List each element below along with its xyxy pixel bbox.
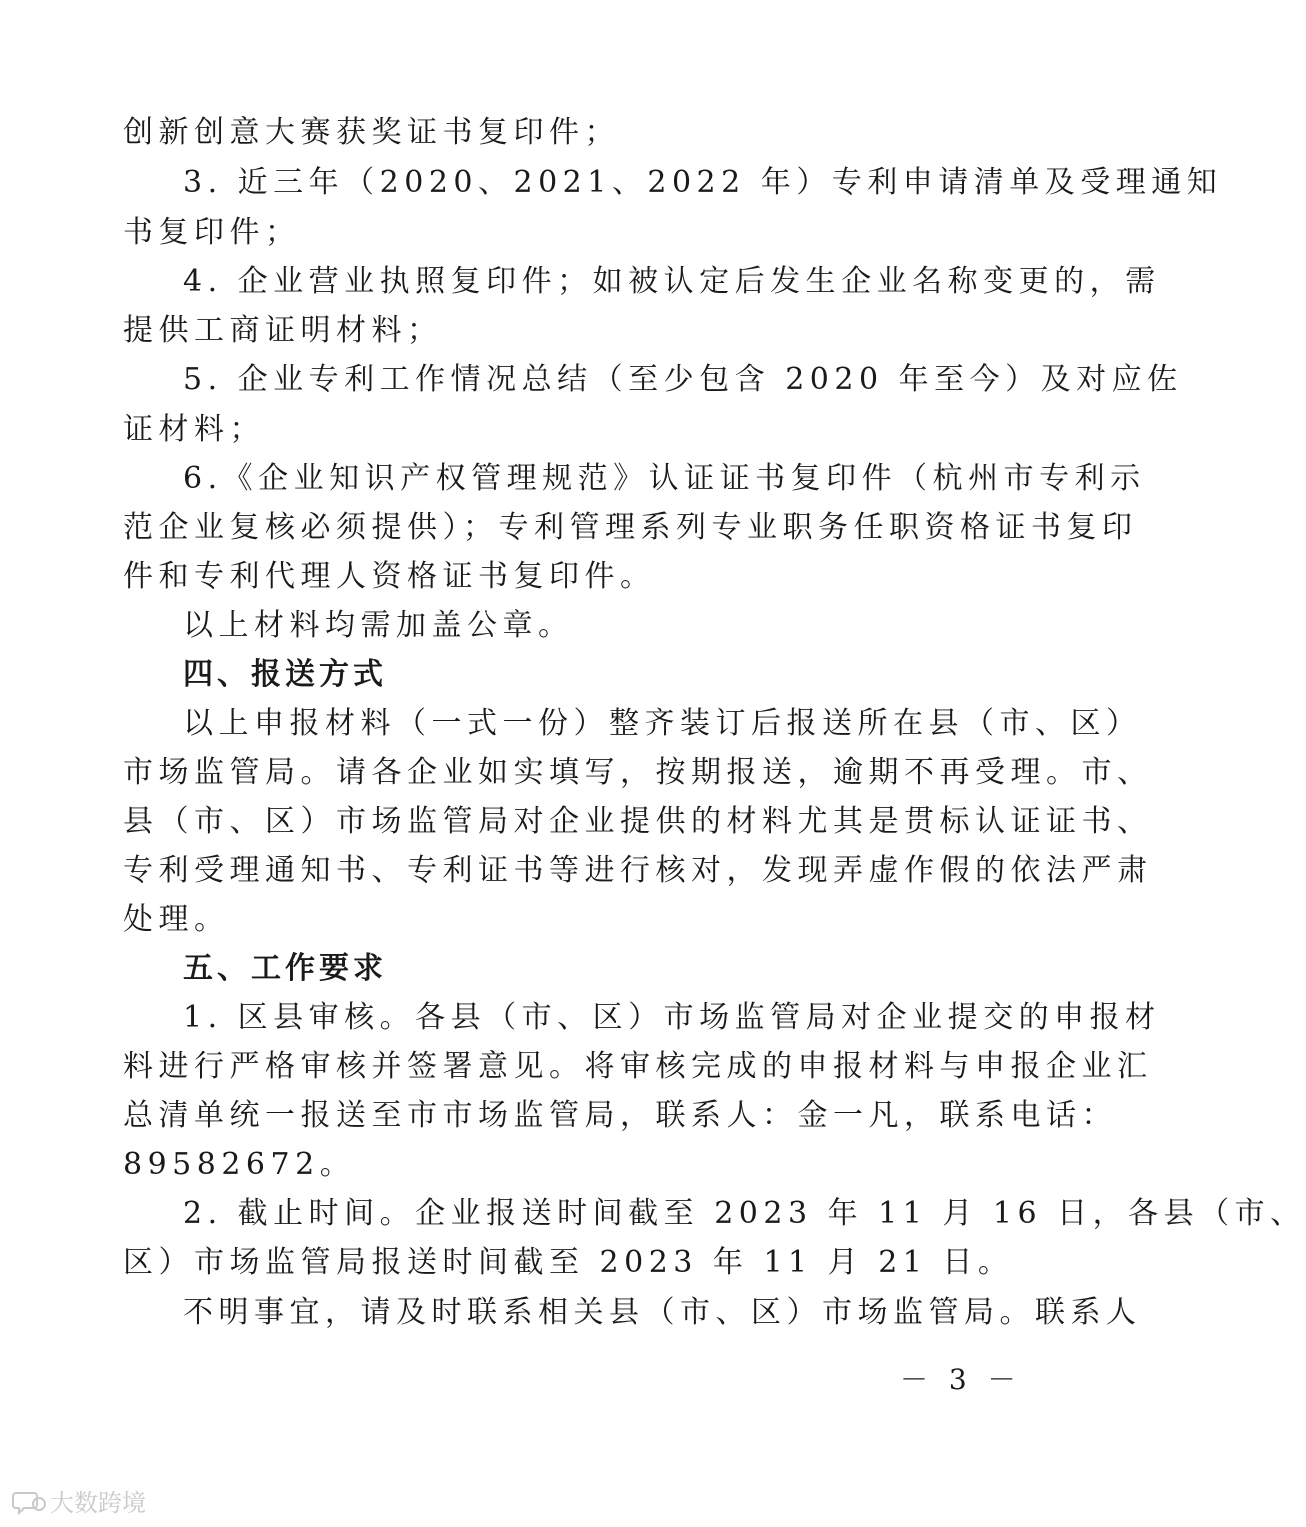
list-item-line: 2. 截止时间。企业报送时间截至 2023 年 11 月 16 日，各县（市、 — [183, 1196, 1306, 1231]
list-item-line: 3. 近三年（2020、2021、2022 年）专利申请清单及受理通知 — [183, 165, 1223, 200]
body-text-line: 提供工商证明材料； — [123, 313, 443, 348]
body-text-line: 市场监管局。请各企业如实填写，按期报送，逾期不再受理。市、 — [123, 755, 1153, 790]
body-text-line: 不明事宜，请及时联系相关县（市、区）市场监管局。联系人 — [183, 1295, 1142, 1330]
list-item-line: 1. 区县审核。各县（市、区）市场监管局对企业提交的申报材 — [183, 1000, 1161, 1035]
body-text-line: 89582672。 — [123, 1147, 356, 1182]
watermark-text: 大数跨境 — [50, 1489, 146, 1517]
page-number: － 3 － — [900, 1363, 1022, 1396]
body-text-line: 以上申报材料（一式一份）整齐装订后报送所在县（市、区） — [183, 706, 1142, 741]
body-text-line: 区）市场监管局报送时间截至 2023 年 11 月 21 日。 — [123, 1245, 1014, 1280]
list-item-line: 5. 企业专利工作情况总结（至少包含 2020 年至今）及对应佐 — [183, 362, 1183, 397]
body-text-line: 范企业复核必须提供）；专利管理系列专业职务任职资格证书复印 — [123, 510, 1138, 545]
section-heading: 四、报送方式 — [183, 657, 387, 692]
list-item-line: 6.《企业知识产权管理规范》认证证书复印件（杭州市专利示 — [183, 461, 1146, 496]
body-text-line: 总清单统一报送至市市场监管局，联系人：金一凡，联系电话： — [123, 1098, 1117, 1133]
speech-bubble-logo-icon — [12, 1490, 46, 1516]
body-text-line: 创新创意大赛获奖证书复印件； — [123, 115, 620, 150]
body-text-line: 县（市、区）市场监管局对企业提供的材料尤其是贯标认证证书、 — [123, 804, 1153, 839]
body-text-line: 料进行严格审核并签署意见。将审核完成的申报材料与申报企业汇 — [123, 1049, 1153, 1084]
body-text-line: 处理。 — [123, 902, 230, 937]
body-text-line: 专利受理通知书、专利证书等进行核对，发现弄虚作假的依法严肃 — [123, 853, 1153, 888]
watermark — [12, 1488, 146, 1518]
section-heading: 五、工作要求 — [183, 951, 387, 986]
body-text-line: 证材料； — [123, 412, 265, 447]
list-item-line: 4. 企业营业执照复印件；如被认定后发生企业名称变更的，需 — [183, 264, 1161, 299]
body-text-line: 件和专利代理人资格证书复印件。 — [123, 559, 656, 594]
body-text-line: 以上材料均需加盖公章。 — [183, 608, 574, 643]
body-text-line: 书复印件； — [123, 215, 301, 250]
